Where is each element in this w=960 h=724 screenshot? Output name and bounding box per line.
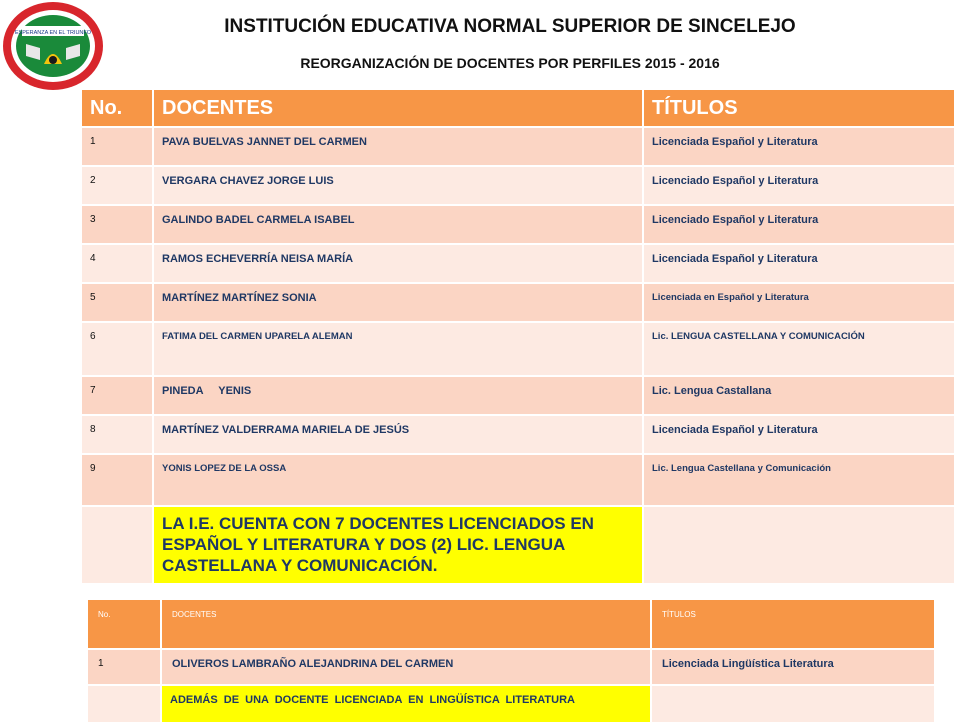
docente-title: Lic. Lengua Castellana y Comunicación [643, 454, 955, 506]
row-number: 7 [81, 376, 153, 415]
docente-title: Lic. Lengua Castallana [643, 376, 955, 415]
docente-name: RAMOS ECHEVERRÍA NEISA MARÍA [153, 244, 643, 283]
docente-name: YONIS LOPEZ DE LA OSSA [153, 454, 643, 506]
header-titulos: TÍTULOS [643, 89, 955, 127]
logo-banner-text: ESPERANZA EN EL TRIUNFO [14, 30, 92, 36]
table-row [81, 205, 955, 244]
table-row [81, 244, 955, 283]
docente-name: GALINDO BADEL CARMELA ISABEL [153, 205, 643, 244]
table-header-row [87, 599, 935, 649]
summary-empty-cell [643, 506, 955, 584]
table-row [87, 649, 935, 685]
school-logo [0, 0, 106, 92]
docente-title: Licenciado Español y Literatura [643, 166, 955, 205]
summary-note: ADEMÁS DE UNA DOCENTE LICENCIADA EN LINGÜÍSTICA LITERATURA [161, 685, 651, 723]
row-number: 4 [81, 244, 153, 283]
summary-empty-cell [651, 685, 935, 723]
page-title: INSTITUCIÓN EDUCATIVA NORMAL SUPERIOR DE SINCELEJO [224, 16, 796, 37]
header-no: No. [87, 599, 161, 649]
docente-name: PINEDA YENIS [153, 376, 643, 415]
row-number: 6 [81, 322, 153, 376]
summary-empty-cell [81, 506, 153, 584]
row-number: 8 [81, 415, 153, 454]
docente-title: Licenciada Español y Literatura [643, 244, 955, 283]
header-docentes: DOCENTES [161, 599, 651, 649]
summary-row [87, 685, 935, 723]
header-docentes: DOCENTES [153, 89, 643, 127]
summary-note: LA I.E. CUENTA CON 7 DOCENTES LICENCIADOS EN ESPAÑOL Y LITERATURA Y DOS (2) LIC. LENGUA CASTELLANA Y COMUNICACIÓN. [153, 506, 643, 584]
header-no: No. [81, 89, 153, 127]
row-number: 1 [87, 649, 161, 685]
docente-name: MARTÍNEZ MARTÍNEZ SONIA [153, 283, 643, 322]
row-number: 3 [81, 205, 153, 244]
docente-title: Licenciado Español y Literatura [643, 205, 955, 244]
table-row [81, 127, 955, 166]
summary-empty-cell [87, 685, 161, 723]
docentes-table [80, 88, 956, 585]
row-number: 9 [81, 454, 153, 506]
table-row [81, 283, 955, 322]
row-number: 1 [81, 127, 153, 166]
table-row [81, 322, 955, 376]
docente-name: OLIVEROS LAMBRAÑO ALEJANDRINA DEL CARMEN [161, 649, 651, 685]
header-titulos: TÍTULOS [651, 599, 935, 649]
additional-docentes-table [86, 598, 936, 724]
docente-name: MARTÍNEZ VALDERRAMA MARIELA DE JESÚS [153, 415, 643, 454]
docente-name: VERGARA CHAVEZ JORGE LUIS [153, 166, 643, 205]
docente-title: Licenciada Lingüística Literatura [651, 649, 935, 685]
docente-title: Licenciada Español y Literatura [643, 415, 955, 454]
page-subtitle: REORGANIZACIÓN DE DOCENTES POR PERFILES 2015 - 2016 [300, 55, 720, 71]
table-row [81, 166, 955, 205]
docente-name: PAVA BUELVAS JANNET DEL CARMEN [153, 127, 643, 166]
summary-row [81, 506, 955, 584]
row-number: 2 [81, 166, 153, 205]
table-row [81, 454, 955, 506]
row-number: 5 [81, 283, 153, 322]
table-row [81, 376, 955, 415]
docente-title: Licenciada Español y Literatura [643, 127, 955, 166]
table-header-row [81, 89, 955, 127]
docente-title: Licenciada en Español y Literatura [643, 283, 955, 322]
docente-name: FATIMA DEL CARMEN UPARELA ALEMAN [153, 322, 643, 376]
docente-title: Lic. LENGUA CASTELLANA Y COMUNICACIÓN [643, 322, 955, 376]
table-row [81, 415, 955, 454]
